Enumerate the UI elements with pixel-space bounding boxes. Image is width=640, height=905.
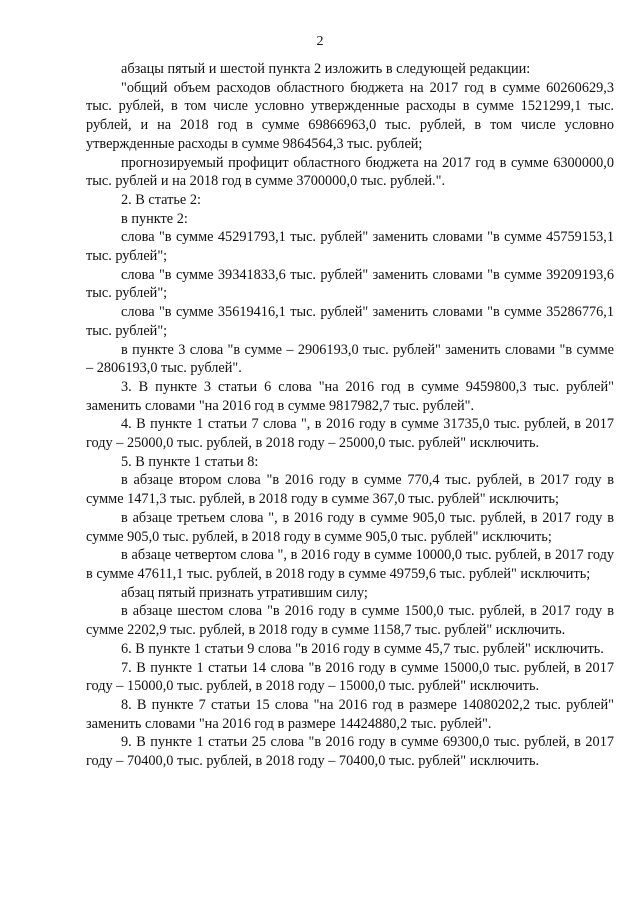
paragraph: 6. В пункте 1 статьи 9 слова "в 2016 году в сумме 45,7 тыс. рублей" исключить.: [121, 640, 604, 657]
paragraph: в пункте 2:: [121, 210, 188, 227]
paragraph: прогнозируемый профицит областного бюджета на 2017 год в сумме 6300000,0 тыс. рублей и на 2018 год в сумме 3700000,0 тыс. рублей.".: [86, 154, 614, 190]
paragraph: 2. В статье 2:: [121, 191, 201, 208]
paragraph: слова "в сумме 45291793,1 тыс. рублей" заменить словами "в сумме 45759153,1 тыс. рублей";: [86, 229, 614, 265]
paragraph: 8. В пункте 7 статьи 15 слова "на 2016 год в размере 14080202,2 тыс. рублей" заменить словами "на 2016 год в размере 14424880,2 тыс. рублей".: [86, 696, 614, 732]
paragraph: слова "в сумме 39341833,6 тыс. рублей" заменить словами "в сумме 39209193,6 тыс. рублей";: [86, 266, 614, 302]
paragraph: 5. В пункте 1 статьи 8:: [121, 453, 259, 470]
paragraph: "общий объем расходов областного бюджета на 2017 год в сумме 60260629,3 тыс. рублей, в том числе условно утвержденные расходы в сумме 1521299,1 тыс. рублей, и на 2018 год в сумме 69866963,0 тыс. рублей, в том числе условно утвержденные расходы в сумме 9864564,3 тыс. рублей;: [86, 79, 614, 152]
paragraph: 3. В пункте 3 статьи 6 слова "на 2016 год в сумме 9459800,3 тыс. рублей" заменить словами "на 2016 год в сумме 9817982,7 тыс. рублей".: [86, 378, 614, 414]
paragraph: 4. В пункте 1 статьи 7 слова ", в 2016 году в сумме 31735,0 тыс. рублей, в 2017 году – 25000,0 тыс. рублей, в 2018 году – 25000,0 тыс. рублей" исключить.: [86, 416, 614, 452]
paragraph: 9. В пункте 1 статьи 25 слова "в 2016 году в сумме 69300,0 тыс. рублей, в 2017 году – 70400,0 тыс. рублей, в 2018 году – 70400,0 тыс. рублей" исключить.: [86, 734, 614, 770]
paragraph: в абзаце третьем слова ", в 2016 году в сумме 905,0 тыс. рублей, в 2017 году в сумме 905,0 тыс. рублей, в 2018 году в сумме 905,0 тыс. рублей" исключить;: [86, 509, 614, 545]
page-number: 2: [316, 34, 324, 49]
paragraph: в абзаце шестом слова "в 2016 году в сумме 1500,0 тыс. рублей, в 2017 году в сумме 2202,9 тыс. рублей, в 2018 году в сумме 1158,7 тыс. рублей" исключить.: [86, 603, 614, 639]
document-body: [86, 60, 614, 771]
paragraph: 7. В пункте 1 статьи 14 слова "в 2016 году в сумме 15000,0 тыс. рублей, в 2017 году – 15000,0 тыс. рублей, в 2018 году – 15000,0 тыс. рублей" исключить.: [86, 659, 614, 695]
paragraph: в абзаце четвертом слова ", в 2016 году в сумме 10000,0 тыс. рублей, в 2017 году в сумме 47611,1 тыс. рублей, в 2018 году в сумме 49759,6 тыс. рублей" исключить;: [86, 547, 614, 582]
paragraph: абзацы пятый и шестой пункта 2 изложить в следующей редакции:: [121, 61, 531, 77]
paragraph: в пункте 3 слова "в сумме – 2906193,0 тыс. рублей" заменить словами "в сумме – 2806193,0 тыс. рублей".: [86, 341, 614, 377]
paragraph: слова "в сумме 35619416,1 тыс. рублей" заменить словами "в сумме 35286776,1 тыс. рублей";: [86, 304, 614, 339]
paragraph: в абзаце втором слова "в 2016 году в сумме 770,4 тыс. рублей, в 2017 году в сумме 1471,3 тыс. рублей, в 2018 году в сумме 367,0 тыс. рублей" исключить;: [86, 472, 614, 508]
paragraph: абзац пятый признать утратившим силу;: [121, 584, 368, 601]
